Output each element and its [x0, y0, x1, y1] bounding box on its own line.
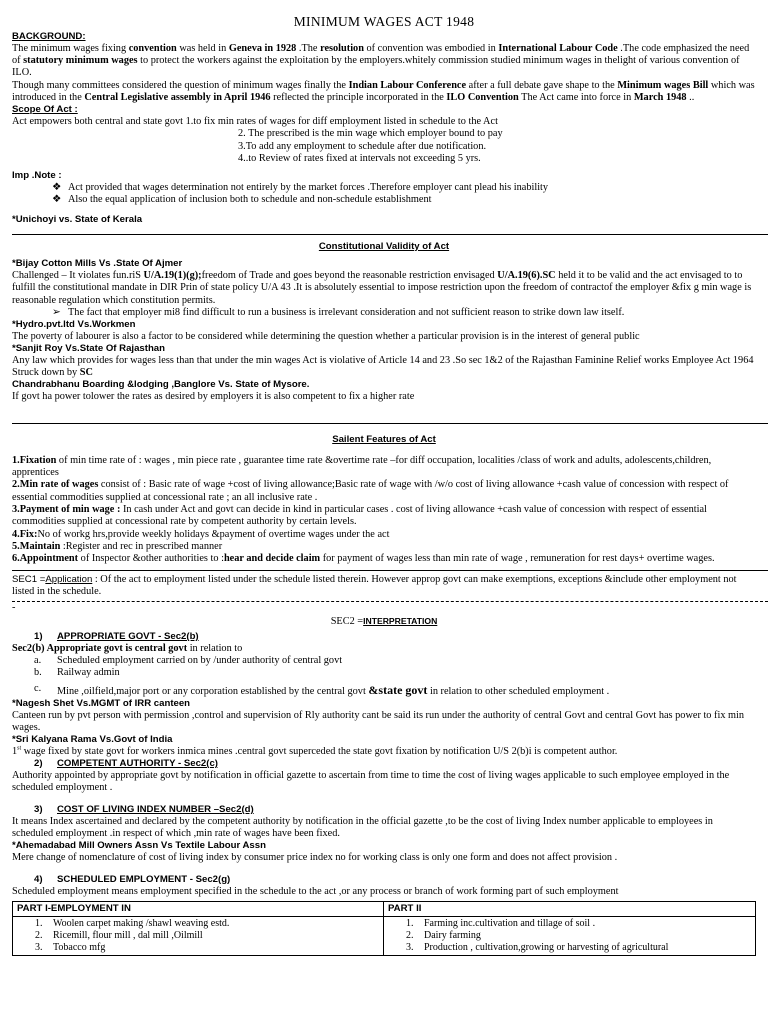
- heading-ref: Sec2(g): [195, 874, 231, 886]
- appropriate-govt-sub-item: [12, 683, 756, 698]
- arrow-bullet-icon: ➢: [52, 307, 61, 318]
- salient-item: [12, 504, 756, 529]
- part-2-cell: [384, 916, 756, 955]
- text-run: after a full debate gave shape to the: [466, 79, 618, 91]
- case-unichoyi: *Unichoyi vs. State of Kerala: [12, 214, 143, 226]
- text-run: .The code emphasized the need of: [12, 42, 750, 67]
- heading-number: 3): [34, 804, 43, 816]
- list-text: Dairy farming: [424, 929, 481, 941]
- table-row: [13, 916, 756, 955]
- scope-item: 4..to Review of rates fixed at intervals not exceeding 5 yrs.: [238, 152, 481, 164]
- bold-text-run: Minimum wages Bill: [617, 79, 709, 91]
- imp-note-heading: Imp .Note :: [12, 170, 62, 182]
- sec1-paragraph: [12, 574, 756, 599]
- constitutional-paragraph-1: [12, 270, 756, 307]
- case-kalyana: *Sri Kalyana Rama Vs.Govt of India: [12, 734, 173, 746]
- bold-text-run: hear and decide claim: [223, 553, 321, 565]
- ordinal-suffix: st: [17, 745, 22, 752]
- sec2-label: SEC2 =: [330, 615, 364, 627]
- sub-item-letter: b.: [34, 667, 42, 679]
- sub-item-text: Scheduled employment carried on by /under authority of central govt: [57, 655, 343, 667]
- heading-title: COST OF LIVING INDEX NUMBER –: [57, 804, 220, 816]
- sec2-heading: [12, 616, 756, 628]
- background-heading: BACKGROUND:: [12, 31, 86, 43]
- list-text: Woolen carpet making /shawl weaving estd.: [53, 917, 230, 929]
- background-paragraph-2: [12, 80, 756, 105]
- text-run: ..: [686, 92, 695, 104]
- bold-text-run: 1.Fixation: [12, 454, 57, 466]
- list-number: 2.: [35, 929, 43, 941]
- background-paragraph-1: [12, 43, 756, 80]
- sub-item-letter: a.: [34, 655, 42, 667]
- heading-ref: Sec2(c): [183, 758, 218, 770]
- list-number: 2.: [406, 929, 414, 941]
- sec2-paragraph-6: Scheduled employment means employment specified in the schedule to the act ,or any process or branch of work forming part of such employment: [12, 885, 619, 897]
- bold-text-run: 3.Payment of min wage :: [12, 504, 121, 516]
- table-header-part-1: PART I-EMPLOYMENT IN: [13, 902, 384, 917]
- scope-line-1: Act empowers both central and state govt 1.to fix min rates of wages for diff employment listed in schedule to the Act: [12, 115, 498, 127]
- list-item: [17, 930, 379, 942]
- sec1-text: : Of the act to employment listed under the schedule listed therein. However approp govt can make exemptions, exceptions &include other employment not listed in the schedule.: [12, 573, 737, 598]
- bold-text-run: 2.Min rate of wages: [12, 479, 99, 491]
- imp-note-text: Act provided that wages determination not entirely by the market forces .Therefore employer cant plead his inability: [68, 181, 549, 193]
- sec1-title: Application: [45, 573, 93, 585]
- text-run: The minimum wages fixing: [12, 42, 129, 54]
- bold-text-run: ILO Convention: [446, 92, 519, 104]
- case-ahemadabad: *Ahemadabad Mill Owners Assn Vs Textile Labour Assn: [12, 840, 266, 852]
- heading-title: APPROPRIATE GOVT -: [57, 631, 164, 643]
- text-run: which was introduced in the: [12, 79, 755, 104]
- text-run: .The: [296, 42, 321, 54]
- scope-item: 2. The prescribed is the min wage which employer bound to pay: [238, 128, 503, 140]
- bold-text-run: Geneva in 1928: [228, 42, 297, 54]
- heading-title: COMPETENT AUTHORITY -: [57, 758, 184, 770]
- scope-heading: Scope Of Act :: [12, 104, 78, 116]
- scheduled-employment-heading: [12, 874, 756, 886]
- constitutional-arrow-text: The fact that employer mi8 find difficult to run a business is irrelevant consideration and not sufficient reason to strike down law itself.: [68, 307, 625, 318]
- text-run: No of workg hrs,provide weekly holidays &payment of overtime wages under the act: [37, 528, 390, 540]
- text-run: reflected the principle incorporated in the: [270, 92, 447, 104]
- appropriate-govt-sub-item: [12, 667, 756, 679]
- bold-text-run: 5.Maintain: [12, 541, 61, 553]
- list-text: Production , cultivation,growing or harvesting of agricultural: [424, 941, 669, 953]
- heading-ref: Sec2(d): [219, 804, 254, 816]
- imp-note-text: Also the equal application of inclusion both to schedule and non-schedule establishment: [68, 194, 432, 206]
- bold-text-run: International Labour Code: [498, 42, 618, 54]
- list-number: 3.: [406, 941, 414, 953]
- divider: [12, 570, 768, 571]
- text-run: freedom of Trade and goes beyond the reasonable restriction envisaged: [201, 269, 498, 281]
- bold-text-run: statutory minimum wages: [23, 55, 138, 67]
- imp-note-bullet: [12, 182, 756, 194]
- text-run: :Register and rec in prescribed manner: [60, 541, 223, 553]
- bold-text-run: Indian Labour Conference: [348, 79, 467, 91]
- table-header-part-2: PART II: [384, 902, 756, 917]
- document-page: [12, 14, 756, 956]
- salient-item: [12, 455, 756, 480]
- list-text: Farming inc.cultivation and tillage of soil .: [424, 917, 596, 929]
- salient-item: [12, 553, 756, 565]
- diamond-bullet-icon: ❖: [52, 194, 62, 206]
- bold-text-run: 6.Appointment: [12, 553, 79, 565]
- text-run: for payment of wages less than min rate of wage , remuneration for rest days+ overtime wages.: [320, 553, 715, 565]
- list-item: [17, 942, 379, 954]
- text-run: in relation to: [187, 642, 243, 654]
- sec2-paragraph-1: Canteen run by pvt person with permission ,control and supervision of Rly authority cant be said its run under the authority of central Govt and central Govt has power to fix min wages.: [12, 709, 745, 733]
- list-number: 1.: [35, 917, 43, 929]
- text-run: Challenged – It violates fun.riS: [12, 269, 144, 281]
- bold-text-run: convention: [128, 42, 177, 54]
- appropriate-govt-heading: [12, 631, 756, 643]
- bold-text-run: 4.Fix:: [12, 528, 38, 540]
- text-run: In cash under Act and govt can decide in kind in particular cases . cost of living allowance +cash value of concession with respect of essential commodities supplied at concessional rate by competent authority by certain levels.: [12, 504, 707, 528]
- text-run: Though many committees considered the question of minimum wages finally the: [12, 79, 349, 91]
- case-nagesh: *Nagesh Shet Vs.MGMT of IRR canteen: [12, 698, 191, 710]
- bold-text-run: resolution: [320, 42, 364, 54]
- salient-item: [12, 529, 756, 541]
- text-run: held it to be valid and the act envisaged to to fulfill the constitutional mandate in DIR Prin of state policy U/A 43 .It is absolutely essential to impose restriction upon the freedom of contractof the employer &fix g min wage is reasonable regulation which constitution permits.: [12, 269, 752, 306]
- schedule-table: [12, 901, 756, 956]
- constitutional-paragraph-3: [12, 355, 756, 380]
- text-run: The Act came into force in: [518, 92, 634, 104]
- salient-heading: Sailent Features of Act: [332, 434, 436, 446]
- text-run: Any law which provides for wages less than that under the min wages Act is violative of Article 14 and 23 .So sec 1&2 of the Rajasthan Faminine Relief works Employee Act 1964 Struck down by: [12, 354, 754, 379]
- text-run: was held in: [176, 42, 229, 54]
- table-header-row: [13, 902, 756, 917]
- sub-item-text: Mine ,oilfield,major port or any corporation established by the central govt: [57, 685, 369, 697]
- constitutional-arrow-item: [12, 307, 756, 319]
- heading-title: SCHEDULED EMPLOYMENT -: [57, 874, 196, 886]
- bold-text-run: SC: [79, 367, 93, 379]
- list-item: [388, 918, 751, 930]
- bold-text-run: March 1948: [633, 92, 687, 104]
- constitutional-paragraph-2: The poverty of labourer is also a factor to be considered while determining the question whether a particular provision is in the interest of general public: [12, 330, 640, 342]
- page-title: MINIMUM WAGES ACT 1948: [293, 14, 475, 29]
- list-text: Tobacco mfg: [53, 941, 106, 953]
- sec2-paragraph-5: Mere change of nomenclature of cost of living index by consumer price index no for working class is only one form and does not affect provision .: [12, 851, 618, 863]
- bold-text-run: U/A.19(6).SC: [497, 269, 556, 281]
- case-sanjit: *Sanjit Roy Vs.State Of Rajasthan: [12, 343, 166, 355]
- diamond-bullet-icon: ❖: [52, 181, 62, 193]
- ordinal-number: 1: [12, 745, 18, 757]
- list-number: 1.: [406, 917, 414, 929]
- sub-item-text: Railway admin: [57, 667, 120, 679]
- bold-text-run: Sec2(b) Appropriate govt is central govt: [12, 642, 188, 654]
- text-run: of min time rate of : wages , min piece rate , guarantee time rate &overtime rate –for diff occupation, localities /class of work and adults, adolescents,children, apprentices: [12, 454, 712, 479]
- case-bijay: *Bijay Cotton Mills Vs .State Of Ajmer: [12, 258, 183, 270]
- list-item: [388, 942, 751, 954]
- scope-item: 3.To add any employment to schedule after due notification.: [238, 140, 487, 152]
- sec2-paragraph-3: Authority appointed by appropriate govt by notification in official gazette to ascertain from time to time the cost of living wages applicable to such employee employed in the scheduled employment .: [12, 769, 730, 793]
- imp-note-bullet: [12, 194, 756, 206]
- list-item: [17, 918, 379, 930]
- case-chandrabhanu: Chandrabhanu Boarding &lodging ,Banglore Vs. State of Mysore.: [12, 379, 310, 391]
- text-run: consist of : Basic rate of wage +cost of living allowance;Basic rate of wage with /w/o cost of living allowance +cash value of concession with respect of essential commodities supplied at concessional rate ; an all inclusive rate .: [12, 479, 729, 503]
- list-text: Ricemill, flour mill , dal mill ,Oilmill: [53, 929, 203, 941]
- heading-ref: Sec2(b): [163, 631, 199, 643]
- appropriate-govt-sub-item: [12, 655, 756, 667]
- sub-item-rest: in relation to other scheduled employment .: [427, 685, 610, 697]
- sec2-title: INTERPRETATION: [363, 615, 438, 626]
- sub-item-letter: c.: [34, 682, 42, 694]
- paragraph-text: wage fixed by state govt for workers inmica mines .central govt superceded the state govt fixation by notification U/S 2(b)i is competent author.: [21, 745, 618, 757]
- text-run: of Inspector &other authorities to :: [78, 553, 224, 565]
- appropriate-govt-line: [12, 643, 756, 655]
- sub-item-bold: &state govt: [368, 682, 428, 697]
- sec1-label: SEC1 =: [12, 573, 46, 585]
- sec2-paragraph-4: It means Index ascertained and declared by the competent authority by notification in the official gazette ,to be the cost of living Index number applicable to employees in scheduled employment .in respect of which ,min rate of wages have been fixed.: [12, 815, 713, 840]
- heading-number: 4): [34, 874, 43, 886]
- sec2-paragraph-2: [12, 746, 756, 758]
- sec1-dash: -: [12, 601, 16, 613]
- constitutional-heading: Constitutional Validity of Act: [318, 240, 450, 252]
- salient-item: [12, 541, 756, 553]
- heading-number: 2): [34, 758, 43, 770]
- part-1-cell: [13, 916, 384, 955]
- list-item: [388, 930, 751, 942]
- case-hydro: *Hydro.pvt.ltd Vs.Workmen: [12, 319, 136, 331]
- heading-number: 1): [34, 631, 43, 643]
- text-run: to protect the workers against the exploitation by the employers.whitely commission studied minimum wages in thelight of various convention of ILO.: [12, 55, 740, 79]
- list-number: 3.: [35, 941, 43, 953]
- bold-text-run: U/A.19(1)(g);: [143, 269, 202, 281]
- salient-item: [12, 479, 756, 504]
- competent-authority-heading: [12, 758, 756, 770]
- constitutional-paragraph-4: If govt ha power tolower the rates as desired by employers it is also competent to fix a higher rate: [12, 390, 415, 402]
- cost-of-living-heading: [12, 804, 756, 816]
- bold-text-run: Central Legislative assembly in April 1946: [84, 92, 271, 104]
- text-run: of convention was embodied in: [363, 42, 499, 54]
